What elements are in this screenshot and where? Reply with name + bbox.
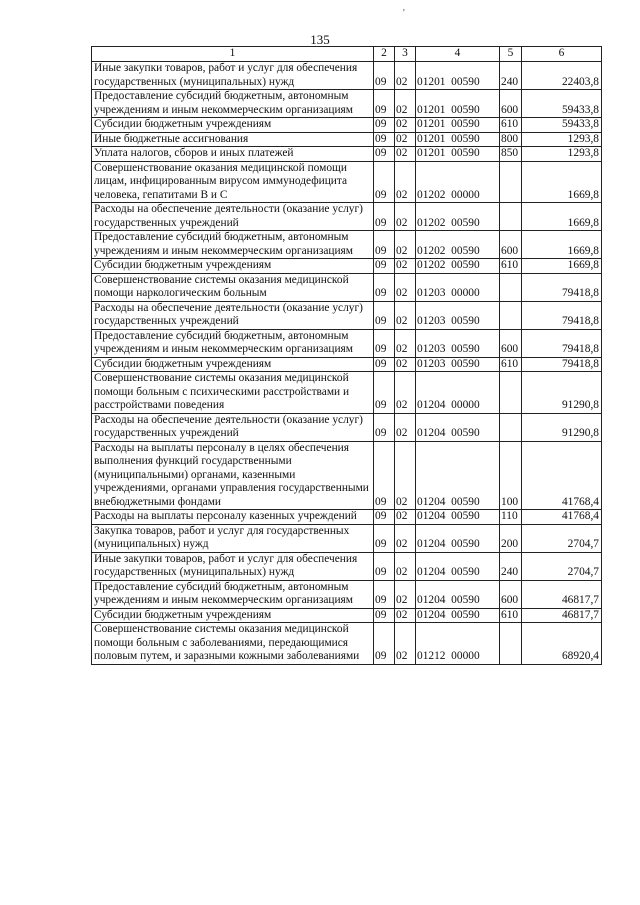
section-code: 09 bbox=[374, 357, 395, 372]
section-code: 09 bbox=[374, 203, 395, 231]
section-code: 09 bbox=[374, 132, 395, 147]
table-row bbox=[92, 231, 602, 259]
subsection-code: 02 bbox=[395, 329, 416, 357]
target-article-code: 01202 00590 bbox=[416, 231, 500, 259]
subsection-code: 02 bbox=[395, 441, 416, 510]
amount: 79418,8 bbox=[522, 357, 602, 372]
subsection-code: 02 bbox=[395, 524, 416, 552]
item-name: Иные закупки товаров, работ и услуг для обеспечения государственных (муниципальных) нужд bbox=[92, 62, 374, 90]
header-cell: 3 bbox=[395, 47, 416, 62]
table-row bbox=[92, 608, 602, 623]
subsection-code: 02 bbox=[395, 273, 416, 301]
subsection-code: 02 bbox=[395, 259, 416, 274]
table-row bbox=[92, 372, 602, 414]
item-name: Уплата налогов, сборов и иных платежей bbox=[92, 147, 374, 162]
subsection-code: 02 bbox=[395, 132, 416, 147]
table-row bbox=[92, 441, 602, 510]
amount: 1293,8 bbox=[522, 132, 602, 147]
target-article-code: 01204 00590 bbox=[416, 413, 500, 441]
expense-type-code bbox=[500, 372, 522, 414]
table-row bbox=[92, 413, 602, 441]
item-name: Предоставление субсидий бюджетным, автономным учреждениям и иным некоммерческим организациям bbox=[92, 90, 374, 118]
subsection-code: 02 bbox=[395, 552, 416, 580]
header-cell: 5 bbox=[500, 47, 522, 62]
target-article-code: 01201 00590 bbox=[416, 147, 500, 162]
target-article-code: 01201 00590 bbox=[416, 118, 500, 133]
subsection-code: 02 bbox=[395, 580, 416, 608]
subsection-code: 02 bbox=[395, 301, 416, 329]
page-number: 135 bbox=[310, 32, 330, 47]
table-row bbox=[92, 623, 602, 665]
item-name: Субсидии бюджетным учреждениям bbox=[92, 259, 374, 274]
header-cell: 2 bbox=[374, 47, 395, 62]
target-article-code: 01204 00590 bbox=[416, 580, 500, 608]
amount: 2704,7 bbox=[522, 524, 602, 552]
table-row bbox=[92, 203, 602, 231]
subsection-code: 02 bbox=[395, 147, 416, 162]
expense-type-code: 100 bbox=[500, 441, 522, 510]
target-article-code: 01204 00590 bbox=[416, 524, 500, 552]
expense-type-code: 240 bbox=[500, 62, 522, 90]
subsection-code: 02 bbox=[395, 231, 416, 259]
amount: 79418,8 bbox=[522, 301, 602, 329]
target-article-code: 01212 00000 bbox=[416, 623, 500, 665]
item-name: Расходы на выплаты персоналу казенных учреждений bbox=[92, 510, 374, 525]
amount: 22403,8 bbox=[522, 62, 602, 90]
item-name: Субсидии бюджетным учреждениям bbox=[92, 608, 374, 623]
expense-type-code bbox=[500, 203, 522, 231]
item-name: Расходы на выплаты персоналу в целях обеспечения выполнения функций государственными (муниципальными) органами, казенными учреждениями, органами управления государственными внебюджетными фондами bbox=[92, 441, 374, 510]
section-code: 09 bbox=[374, 161, 395, 203]
amount: 1669,8 bbox=[522, 161, 602, 203]
expense-type-code: 800 bbox=[500, 132, 522, 147]
amount: 59433,8 bbox=[522, 118, 602, 133]
subsection-code: 02 bbox=[395, 608, 416, 623]
expense-type-code: 600 bbox=[500, 90, 522, 118]
table-row bbox=[92, 147, 602, 162]
section-code: 09 bbox=[374, 259, 395, 274]
target-article-code: 01203 00590 bbox=[416, 329, 500, 357]
target-article-code: 01201 00590 bbox=[416, 90, 500, 118]
amount: 46817,7 bbox=[522, 608, 602, 623]
item-name: Совершенствование системы оказания медицинской помощи больным с психическими расстройствами и расстройствами поведения bbox=[92, 372, 374, 414]
expense-type-code: 110 bbox=[500, 510, 522, 525]
expense-type-code bbox=[500, 273, 522, 301]
expense-type-code: 240 bbox=[500, 552, 522, 580]
target-article-code: 01204 00590 bbox=[416, 608, 500, 623]
table-row bbox=[92, 118, 602, 133]
expense-type-code bbox=[500, 623, 522, 665]
header-row bbox=[92, 47, 602, 62]
item-name: Расходы на обеспечение деятельности (оказание услуг) государственных учреждений bbox=[92, 203, 374, 231]
amount: 79418,8 bbox=[522, 273, 602, 301]
section-code: 09 bbox=[374, 118, 395, 133]
section-code: 09 bbox=[374, 372, 395, 414]
table-row bbox=[92, 259, 602, 274]
item-name: Совершенствование системы оказания медицинской помощи больным с заболеваниями, передающимися половым путем, и заразными кожными заболеваниями bbox=[92, 623, 374, 665]
header-cell: 4 bbox=[416, 47, 500, 62]
target-article-code: 01202 00590 bbox=[416, 259, 500, 274]
section-code: 09 bbox=[374, 524, 395, 552]
section-code: 09 bbox=[374, 273, 395, 301]
amount: 91290,8 bbox=[522, 413, 602, 441]
subsection-code: 02 bbox=[395, 357, 416, 372]
item-name: Субсидии бюджетным учреждениям bbox=[92, 118, 374, 133]
amount: 1293,8 bbox=[522, 147, 602, 162]
section-code: 09 bbox=[374, 301, 395, 329]
table-row bbox=[92, 132, 602, 147]
target-article-code: 01202 00000 bbox=[416, 161, 500, 203]
subsection-code: 02 bbox=[395, 372, 416, 414]
header-cell: 6 bbox=[522, 47, 602, 62]
section-code: 09 bbox=[374, 413, 395, 441]
item-name: Расходы на обеспечение деятельности (оказание услуг) государственных учреждений bbox=[92, 301, 374, 329]
expense-type-code bbox=[500, 413, 522, 441]
item-name: Совершенствование системы оказания медицинской помощи наркологическим больным bbox=[92, 273, 374, 301]
table-row bbox=[92, 580, 602, 608]
expense-type-code bbox=[500, 161, 522, 203]
subsection-code: 02 bbox=[395, 510, 416, 525]
subsection-code: 02 bbox=[395, 161, 416, 203]
expense-type-code: 610 bbox=[500, 118, 522, 133]
section-code: 09 bbox=[374, 147, 395, 162]
amount: 68920,4 bbox=[522, 623, 602, 665]
item-name: Предоставление субсидий бюджетным, автономным учреждениям и иным некоммерческим организациям bbox=[92, 329, 374, 357]
table-row bbox=[92, 301, 602, 329]
item-name: Субсидии бюджетным учреждениям bbox=[92, 357, 374, 372]
amount: 59433,8 bbox=[522, 90, 602, 118]
target-article-code: 01204 00590 bbox=[416, 441, 500, 510]
subsection-code: 02 bbox=[395, 118, 416, 133]
section-code: 09 bbox=[374, 608, 395, 623]
table-row bbox=[92, 273, 602, 301]
section-code: 09 bbox=[374, 231, 395, 259]
section-code: 09 bbox=[374, 552, 395, 580]
table-row bbox=[92, 510, 602, 525]
target-article-code: 01203 00590 bbox=[416, 301, 500, 329]
header-cell: 1 bbox=[92, 47, 374, 62]
table-row bbox=[92, 62, 602, 90]
expense-type-code: 610 bbox=[500, 259, 522, 274]
amount: 2704,7 bbox=[522, 552, 602, 580]
section-code: 09 bbox=[374, 580, 395, 608]
expense-type-code: 600 bbox=[500, 580, 522, 608]
item-name: Расходы на обеспечение деятельности (оказание услуг) государственных учреждений bbox=[92, 413, 374, 441]
expense-type-code: 600 bbox=[500, 329, 522, 357]
table-row bbox=[92, 357, 602, 372]
table-row bbox=[92, 524, 602, 552]
section-code: 09 bbox=[374, 623, 395, 665]
expense-type-code: 610 bbox=[500, 357, 522, 372]
stray-mark: ' bbox=[403, 8, 405, 19]
expense-type-code: 610 bbox=[500, 608, 522, 623]
amount: 79418,8 bbox=[522, 329, 602, 357]
section-code: 09 bbox=[374, 510, 395, 525]
target-article-code: 01203 00590 bbox=[416, 357, 500, 372]
section-code: 09 bbox=[374, 90, 395, 118]
expense-type-code: 600 bbox=[500, 231, 522, 259]
item-name: Закупка товаров, работ и услуг для государственных (муниципальных) нужд bbox=[92, 524, 374, 552]
budget-table bbox=[91, 46, 602, 665]
table-row bbox=[92, 90, 602, 118]
amount: 1669,8 bbox=[522, 203, 602, 231]
section-code: 09 bbox=[374, 441, 395, 510]
expense-type-code: 850 bbox=[500, 147, 522, 162]
amount: 1669,8 bbox=[522, 259, 602, 274]
subsection-code: 02 bbox=[395, 90, 416, 118]
item-name: Иные бюджетные ассигнования bbox=[92, 132, 374, 147]
amount: 41768,4 bbox=[522, 510, 602, 525]
amount: 41768,4 bbox=[522, 441, 602, 510]
subsection-code: 02 bbox=[395, 623, 416, 665]
table-row bbox=[92, 552, 602, 580]
subsection-code: 02 bbox=[395, 203, 416, 231]
expense-type-code: 200 bbox=[500, 524, 522, 552]
target-article-code: 01204 00590 bbox=[416, 510, 500, 525]
table-row bbox=[92, 329, 602, 357]
expense-type-code bbox=[500, 301, 522, 329]
item-name: Иные закупки товаров, работ и услуг для обеспечения государственных (муниципальных) нужд bbox=[92, 552, 374, 580]
section-code: 09 bbox=[374, 62, 395, 90]
item-name: Предоставление субсидий бюджетным, автономным учреждениям и иным некоммерческим организациям bbox=[92, 231, 374, 259]
target-article-code: 01203 00000 bbox=[416, 273, 500, 301]
item-name: Совершенствование оказания медицинской помощи лицам, инфицированным вирусом иммунодефицита человека, гепатитами В и С bbox=[92, 161, 374, 203]
subsection-code: 02 bbox=[395, 62, 416, 90]
table-row bbox=[92, 161, 602, 203]
item-name: Предоставление субсидий бюджетным, автономным учреждениям и иным некоммерческим организациям bbox=[92, 580, 374, 608]
subsection-code: 02 bbox=[395, 413, 416, 441]
target-article-code: 01204 00000 bbox=[416, 372, 500, 414]
amount: 46817,7 bbox=[522, 580, 602, 608]
target-article-code: 01204 00590 bbox=[416, 552, 500, 580]
target-article-code: 01202 00590 bbox=[416, 203, 500, 231]
section-code: 09 bbox=[374, 329, 395, 357]
target-article-code: 01201 00590 bbox=[416, 132, 500, 147]
target-article-code: 01201 00590 bbox=[416, 62, 500, 90]
amount: 91290,8 bbox=[522, 372, 602, 414]
amount: 1669,8 bbox=[522, 231, 602, 259]
